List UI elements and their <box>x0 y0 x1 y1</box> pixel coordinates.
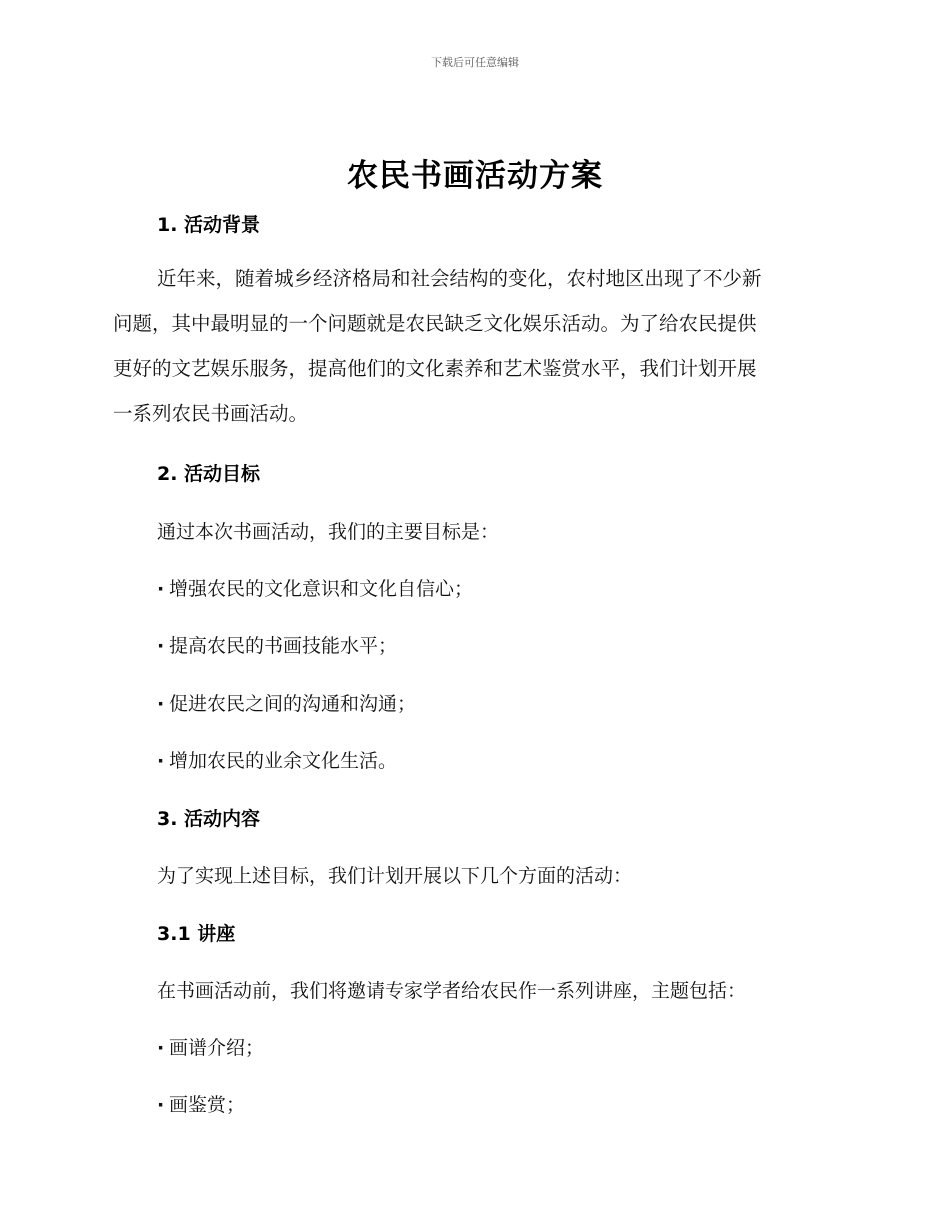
bullet-dot: · <box>157 578 165 600</box>
list-item-text: 增强农民的文化意识和文化自信心； <box>169 578 474 600</box>
list-item <box>157 1090 245 1117</box>
paragraph-line: 近年来，随着城乡经济格局和社会结构的变化，农村地区出现了不少新 <box>157 267 762 290</box>
bullet-dot: · <box>157 693 165 715</box>
bullet-dot: · <box>157 635 165 657</box>
paragraph-line: 问题，其中最明显的一个问题就是农民缺乏文化娱乐活动。为了给农民提供 <box>113 312 757 335</box>
section-heading-content: 3. 活动内容 <box>157 808 261 830</box>
list-item-text: 画谱介绍； <box>169 1037 265 1059</box>
content-intro: 为了实现上述目标，我们计划开展以下几个方面的活动： <box>157 865 633 887</box>
section-heading-goals: 2. 活动目标 <box>157 463 261 485</box>
bullet-dot: · <box>157 750 165 772</box>
list-item-text: 促进农民之间的沟通和沟通； <box>169 693 417 715</box>
section-heading-background: 1. 活动背景 <box>157 214 261 236</box>
bullet-dot: · <box>157 1037 165 1059</box>
paragraph-line: 一系列农民书画活动。 <box>113 402 309 425</box>
list-item-text: 提高农民的书画技能水平； <box>169 635 398 657</box>
document-title: 农民书画活动方案 <box>347 158 603 194</box>
list-item-text: 画鉴赏； <box>169 1094 246 1116</box>
subsection-heading-lectures: 3.1 讲座 <box>157 923 236 945</box>
list-item <box>157 574 473 601</box>
background-paragraph <box>113 256 833 436</box>
list-item <box>157 631 397 658</box>
list-item-text: 增加农民的业余文化生活。 <box>169 750 398 772</box>
goals-intro: 通过本次书画活动，我们的主要目标是： <box>157 521 500 543</box>
paragraph-line: 更好的文艺娱乐服务，提高他们的文化素养和艺术鉴赏水平，我们计划开展 <box>113 357 757 380</box>
list-item <box>157 689 416 716</box>
bullet-dot: · <box>157 1094 165 1116</box>
list-item <box>157 746 397 773</box>
list-item <box>157 1033 264 1060</box>
lectures-intro: 在书画活动前，我们将邀请专家学者给农民作一系列讲座，主题包括： <box>157 980 747 1002</box>
page-header-note: 下载后可任意编辑 <box>431 56 519 69</box>
